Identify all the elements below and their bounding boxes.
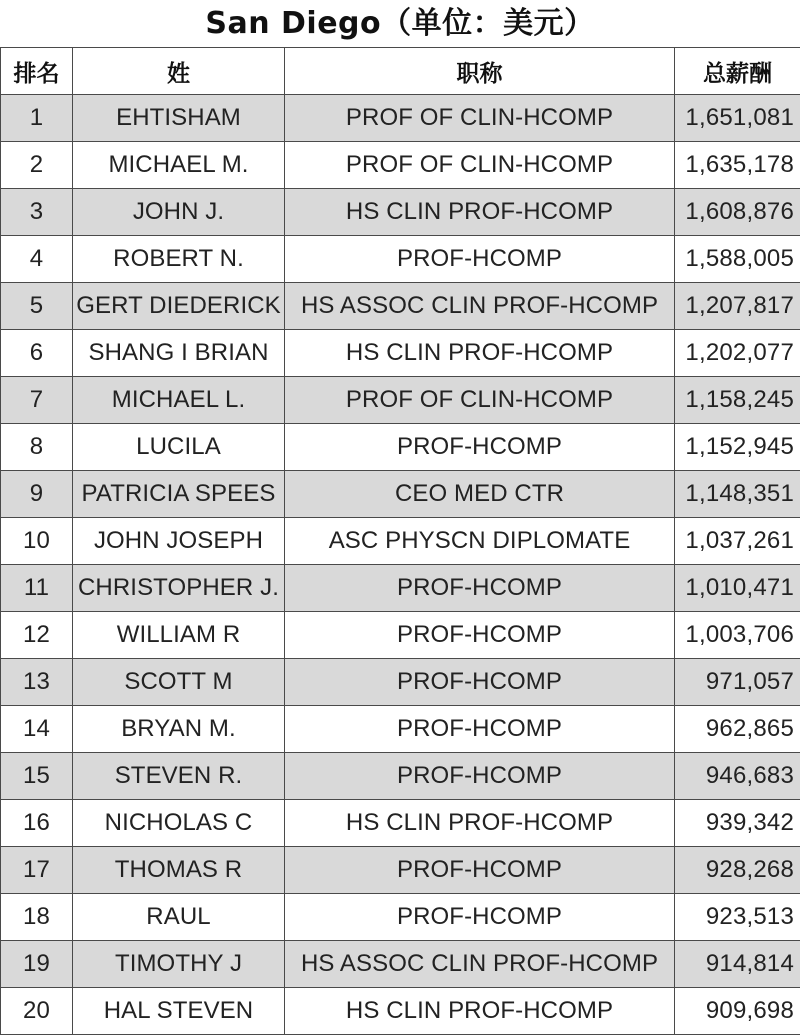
rank-cell: 20 <box>1 988 73 1035</box>
rank-cell: 17 <box>1 847 73 894</box>
rank-cell: 5 <box>1 283 73 330</box>
name-cell: PATRICIA SPEES <box>73 471 285 518</box>
table-row <box>1 471 800 518</box>
title-cell: PROF-HCOMP <box>285 659 675 706</box>
table-row <box>1 189 800 236</box>
title-cell: PROF-HCOMP <box>285 706 675 753</box>
pay-cell: 946,683 <box>675 753 800 800</box>
table-row <box>1 236 800 283</box>
pay-cell: 923,513 <box>675 894 800 941</box>
pay-cell: 1,635,178 <box>675 142 800 189</box>
pay-cell: 1,588,005 <box>675 236 800 283</box>
table-row <box>1 377 800 424</box>
pay-cell: 1,158,245 <box>675 377 800 424</box>
table-body <box>1 95 800 1035</box>
title-cell: PROF-HCOMP <box>285 847 675 894</box>
name-cell: ROBERT N. <box>73 236 285 283</box>
pay-cell: 928,268 <box>675 847 800 894</box>
title-cell: HS CLIN PROF-HCOMP <box>285 988 675 1035</box>
name-cell: EHTISHAM <box>73 95 285 142</box>
rank-cell: 8 <box>1 424 73 471</box>
table-row <box>1 659 800 706</box>
table-row <box>1 142 800 189</box>
table-row <box>1 706 800 753</box>
table-row <box>1 941 800 988</box>
title-cell: HS ASSOC CLIN PROF-HCOMP <box>285 941 675 988</box>
rank-cell: 7 <box>1 377 73 424</box>
rank-cell: 13 <box>1 659 73 706</box>
pay-cell: 1,608,876 <box>675 189 800 236</box>
table-row <box>1 283 800 330</box>
name-cell: SCOTT M <box>73 659 285 706</box>
rank-cell: 1 <box>1 95 73 142</box>
name-cell: JOHN J. <box>73 189 285 236</box>
rank-cell: 19 <box>1 941 73 988</box>
name-cell: SHANG I BRIAN <box>73 330 285 377</box>
title-cell: HS CLIN PROF-HCOMP <box>285 189 675 236</box>
pay-cell: 1,003,706 <box>675 612 800 659</box>
table-row <box>1 95 800 142</box>
rank-cell: 2 <box>1 142 73 189</box>
rank-cell: 4 <box>1 236 73 283</box>
name-cell: THOMAS R <box>73 847 285 894</box>
name-cell: LUCILA <box>73 424 285 471</box>
name-cell: RAUL <box>73 894 285 941</box>
name-cell: MICHAEL L. <box>73 377 285 424</box>
rank-cell: 3 <box>1 189 73 236</box>
title-cell: PROF-HCOMP <box>285 753 675 800</box>
title-cell: HS CLIN PROF-HCOMP <box>285 330 675 377</box>
title-cell: PROF-HCOMP <box>285 612 675 659</box>
table-row <box>1 518 800 565</box>
column-header-title: 职称 <box>285 48 675 95</box>
title-cell: PROF OF CLIN-HCOMP <box>285 95 675 142</box>
name-cell: HAL STEVEN <box>73 988 285 1035</box>
pay-cell: 1,202,077 <box>675 330 800 377</box>
pay-cell: 1,010,471 <box>675 565 800 612</box>
rank-cell: 11 <box>1 565 73 612</box>
title-cell: PROF-HCOMP <box>285 565 675 612</box>
column-header-pay: 总薪酬 <box>675 48 800 95</box>
title-cell: PROF OF CLIN-HCOMP <box>285 377 675 424</box>
pay-cell: 971,057 <box>675 659 800 706</box>
title-cell: PROF-HCOMP <box>285 236 675 283</box>
rank-cell: 14 <box>1 706 73 753</box>
rank-cell: 15 <box>1 753 73 800</box>
title-cell: PROF-HCOMP <box>285 894 675 941</box>
name-cell: CHRISTOPHER J. <box>73 565 285 612</box>
salary-table <box>0 47 800 1035</box>
pay-cell: 914,814 <box>675 941 800 988</box>
name-cell: MICHAEL M. <box>73 142 285 189</box>
table-title: San Diego（单位：美元） <box>205 6 595 41</box>
name-cell: STEVEN R. <box>73 753 285 800</box>
name-cell: JOHN JOSEPH <box>73 518 285 565</box>
pay-cell: 962,865 <box>675 706 800 753</box>
title-cell: HS ASSOC CLIN PROF-HCOMP <box>285 283 675 330</box>
name-cell: GERT DIEDERICK <box>73 283 285 330</box>
column-header-rank: 排名 <box>1 48 73 95</box>
rank-cell: 6 <box>1 330 73 377</box>
name-cell: WILLIAM R <box>73 612 285 659</box>
rank-cell: 9 <box>1 471 73 518</box>
title-cell: HS CLIN PROF-HCOMP <box>285 800 675 847</box>
name-cell: TIMOTHY J <box>73 941 285 988</box>
title-cell: CEO MED CTR <box>285 471 675 518</box>
table-row <box>1 424 800 471</box>
table-row <box>1 988 800 1035</box>
pay-cell: 1,651,081 <box>675 95 800 142</box>
rank-cell: 10 <box>1 518 73 565</box>
rank-cell: 16 <box>1 800 73 847</box>
table-row <box>1 847 800 894</box>
title-cell: ASC PHYSCN DIPLOMATE <box>285 518 675 565</box>
pay-cell: 1,037,261 <box>675 518 800 565</box>
table-row <box>1 894 800 941</box>
title-cell: PROF OF CLIN-HCOMP <box>285 142 675 189</box>
table-row <box>1 753 800 800</box>
pay-cell: 1,148,351 <box>675 471 800 518</box>
rank-cell: 12 <box>1 612 73 659</box>
pay-cell: 909,698 <box>675 988 800 1035</box>
title-cell: PROF-HCOMP <box>285 424 675 471</box>
rank-cell: 18 <box>1 894 73 941</box>
table-row <box>1 800 800 847</box>
header-row <box>1 48 800 95</box>
table-row <box>1 565 800 612</box>
name-cell: NICHOLAS C <box>73 800 285 847</box>
pay-cell: 1,152,945 <box>675 424 800 471</box>
name-cell: BRYAN M. <box>73 706 285 753</box>
table-row <box>1 612 800 659</box>
column-header-name: 姓 <box>73 48 285 95</box>
table-row <box>1 330 800 377</box>
pay-cell: 1,207,817 <box>675 283 800 330</box>
pay-cell: 939,342 <box>675 800 800 847</box>
